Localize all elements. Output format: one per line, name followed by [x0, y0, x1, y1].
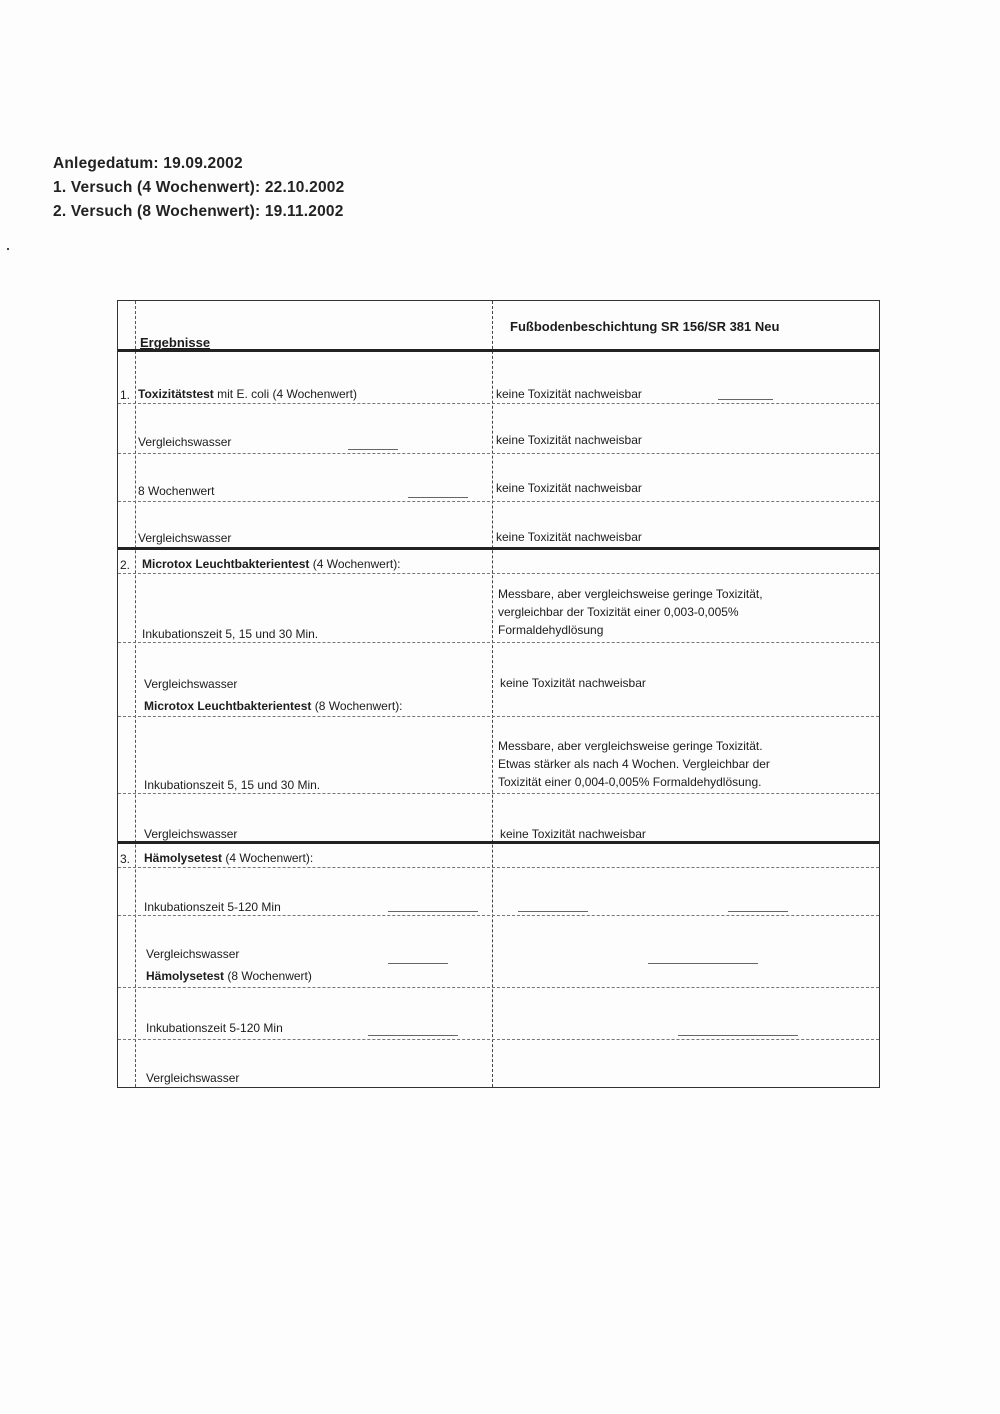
row-line — [118, 987, 879, 988]
trial-2-date: 2. Versuch (8 Wochenwert): 19.11.2002 — [53, 203, 344, 220]
fill-dash — [518, 911, 588, 912]
section-1-row-1-label: Vergleichswasser — [138, 435, 232, 449]
section-1-row-3-label: Vergleichswasser — [138, 531, 232, 545]
section-3-sub-row-2-label: Vergleichswasser — [146, 1071, 240, 1085]
fill-dash — [648, 963, 758, 964]
trial-1-date: 1. Versuch (4 Wochenwert): 22.10.2002 — [53, 179, 345, 196]
row-line — [118, 793, 879, 794]
row-line — [118, 403, 879, 404]
fill-dash — [678, 1035, 798, 1036]
fill-dash — [348, 449, 398, 450]
fill-dash — [408, 497, 468, 498]
section-2-row-1-result: Messbare, aber vergleichsweise geringe Toxizität, vergleichbar der Toxizität einer 0,003-0,005% Formaldehydlösung — [498, 587, 763, 637]
fill-dash — [728, 911, 788, 912]
section-3-title: Hämolysetest (4 Wochenwert): — [144, 851, 314, 865]
row-line — [118, 453, 879, 454]
fill-dash — [718, 399, 773, 400]
section-3-sub-title: Hämolysetest (8 Wochenwert) — [146, 969, 312, 983]
section-1-title: Toxizitätstest mit E. coli (4 Wochenwert) — [138, 387, 357, 401]
section-2-sub-row-1-result: Messbare, aber vergleichsweise geringe Toxizität. Etwas stärker als nach 4 Wochen. Vergleichbar der Toxizität einer 0,004-0,005% Formaldehydlösung. — [498, 739, 770, 789]
section-1-row-3-result: keine Toxizität nachweisbar — [496, 530, 642, 544]
section-2-sub-title: Microtox Leuchtbakterientest (8 Wochenwert): — [144, 699, 403, 713]
section-3-sub-row-1-label: Inkubationszeit 5-120 Min — [146, 1021, 283, 1035]
section-3-row-1-label: Inkubationszeit 5-120 Min — [144, 900, 281, 914]
section-2-title: Microtox Leuchtbakterientest (4 Wochenwert): — [142, 557, 401, 571]
scan-speck — [7, 248, 9, 250]
section-2-row-2-label: Vergleichswasser — [144, 677, 238, 691]
section-1-row-1-result: keine Toxizität nachweisbar — [496, 433, 642, 447]
row-line — [118, 716, 879, 717]
header-rule — [118, 349, 879, 352]
section-2-sub-row-1-label: Inkubationszeit 5, 15 und 30 Min. — [144, 778, 321, 792]
results-table — [117, 300, 880, 1088]
col-header-ergebnisse: Ergebnisse — [140, 335, 211, 350]
section-1-result: keine Toxizität nachweisbar — [496, 387, 642, 401]
section-2-row-2-result: keine Toxizität nachweisbar — [500, 676, 646, 690]
document-header — [53, 152, 344, 224]
row-line — [118, 501, 879, 502]
fill-dash — [388, 911, 478, 912]
section-2-sub-row-2-result: keine Toxizität nachweisbar — [500, 827, 646, 841]
section-3-number: 3. — [120, 852, 131, 866]
row-line — [118, 867, 879, 868]
row-line — [118, 642, 879, 643]
result-column-divider — [492, 301, 493, 1087]
section-2-number: 2. — [120, 558, 131, 572]
row-line — [118, 1039, 879, 1040]
number-column-divider — [135, 301, 136, 1087]
section-1-row-2-result: keine Toxizität nachweisbar — [496, 481, 642, 495]
fill-dash — [368, 1035, 458, 1036]
section-2-sub-row-2-label: Vergleichswasser — [144, 827, 238, 841]
section-1-number: 1. — [120, 388, 131, 402]
section-rule — [118, 547, 879, 550]
fill-dash — [388, 963, 448, 964]
col-header-product: Fußbodenbeschichtung SR 156/SR 381 Neu — [510, 319, 780, 334]
section-2-row-1-label: Inkubationszeit 5, 15 und 30 Min. — [142, 627, 319, 641]
section-rule — [118, 841, 879, 844]
creation-date: Anlegedatum: 19.09.2002 — [53, 155, 243, 172]
section-3-row-2-label: Vergleichswasser — [146, 947, 240, 961]
row-line — [118, 573, 879, 574]
row-line — [118, 915, 879, 916]
section-1-row-2-label: 8 Wochenwert — [138, 484, 215, 498]
